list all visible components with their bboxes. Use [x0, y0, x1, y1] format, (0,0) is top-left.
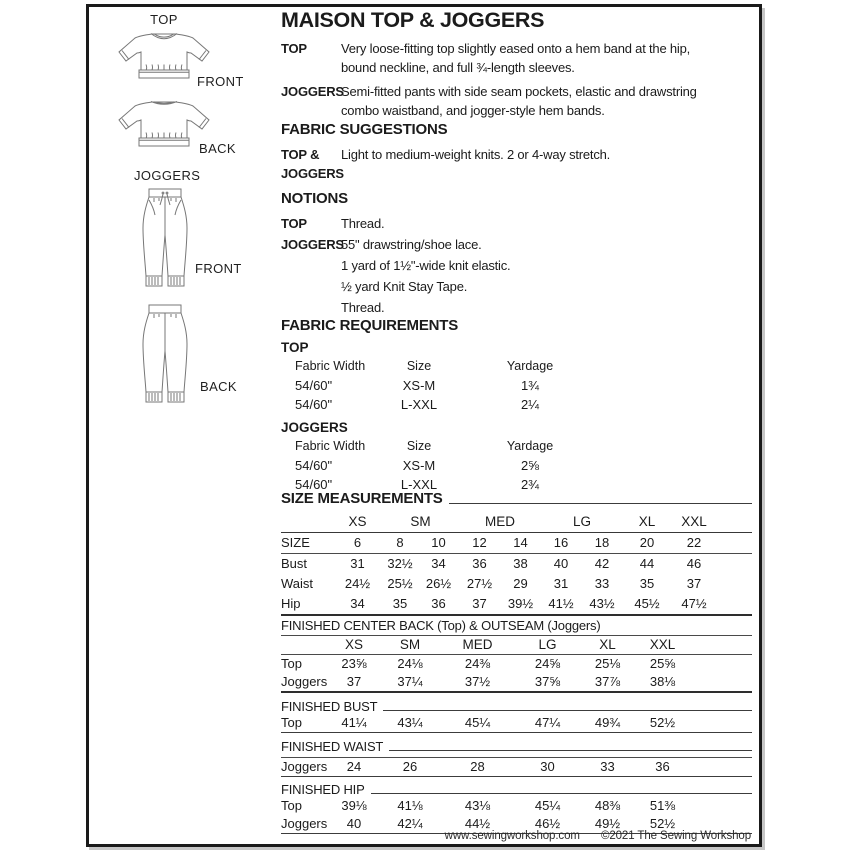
garment-descriptions — [281, 39, 752, 120]
size-group-header: XS — [348, 514, 367, 529]
description-row — [281, 39, 752, 77]
measurement-value: 42¼ — [397, 816, 423, 831]
measurement-value: 37 — [472, 596, 487, 611]
fabric-suggestions-section — [281, 121, 752, 183]
fabric-requirements-column-header: Yardage — [506, 359, 554, 373]
row-label: Top — [281, 656, 302, 671]
measurement-value: 35 — [392, 596, 408, 611]
measurement-value: 39⅛ — [341, 798, 367, 813]
row-label: Bust — [281, 556, 308, 571]
finished-hip-heading: FINISHED HIP — [281, 782, 365, 797]
measurement-value: 36 — [431, 596, 446, 611]
measurement-value: 52½ — [649, 715, 676, 730]
measurement-value: 24⅜ — [464, 656, 491, 671]
size-measurements-row — [281, 594, 752, 616]
finished-measurement-row — [281, 655, 752, 673]
measurement-value: 24⅛ — [397, 656, 423, 671]
heading-rule — [371, 793, 752, 794]
measurement-value: 47½ — [681, 596, 707, 611]
notions-line: Thread. — [341, 300, 385, 315]
finished-waist-heading: FINISHED WAIST — [281, 739, 384, 754]
finished-hip-section — [281, 782, 752, 834]
measurement-value: 31 — [350, 556, 365, 571]
finished-size-header: XS — [344, 637, 363, 652]
measurement-value: 44½ — [464, 816, 491, 831]
notions-heading: NOTIONS — [281, 190, 348, 207]
measurement-value: 38⅛ — [649, 674, 676, 689]
footer-website: www.sewingworkshop.com — [444, 830, 580, 842]
footer-copyright: ©2021 The Sewing Workshop — [600, 830, 751, 842]
measurement-value: 37 — [686, 576, 702, 591]
measurement-value: 44 — [639, 556, 655, 571]
measurement-value: 32½ — [387, 556, 413, 571]
heading-rule — [383, 710, 752, 711]
size-measurements-row — [281, 533, 752, 554]
fabric-requirements-subheading: TOP — [281, 340, 309, 355]
finished-bust-heading: FINISHED BUST — [281, 699, 378, 714]
size-group-header: XXL — [681, 514, 707, 529]
description-line: combo waistband, and jogger-style hem bands. — [341, 103, 605, 118]
notions-section — [281, 190, 752, 318]
measurement-value: 26½ — [425, 576, 452, 591]
description-line: Semi-fitted pants with side seam pockets, elastic and drawstring — [341, 84, 697, 99]
notions-line: 1 yard of 1½"-wide knit elastic. — [341, 258, 511, 273]
notions-line: ½ yard Knit Stay Tape. — [341, 279, 468, 294]
measurement-value: 25½ — [387, 576, 413, 591]
measurement-value: 48⅜ — [594, 798, 621, 813]
size-group-header: MED — [485, 514, 515, 529]
fabric-requirements-row — [295, 376, 752, 395]
measurement-value: 24½ — [344, 576, 371, 591]
size-group-header: LG — [572, 514, 591, 529]
measurement-value: 37½ — [464, 674, 491, 689]
fabric-requirements-row — [295, 395, 752, 414]
measurement-value: 14 — [513, 535, 528, 550]
measurement-value: 33 — [594, 576, 610, 591]
measurement-value: 39½ — [507, 596, 534, 611]
measurement-value: 34 — [431, 556, 446, 571]
fabric-suggestions-text: Light to medium-weight knits. 2 or 4-way stretch. — [341, 147, 611, 162]
measurement-value: 41½ — [548, 596, 574, 611]
measurement-value: 37⅝ — [534, 674, 561, 689]
fabric-requirements-cell: 54/60" — [295, 477, 333, 492]
fabric-requirements-subheading: JOGGERS — [281, 420, 348, 435]
fabric-requirements-cell: 54/60" — [295, 378, 333, 393]
top-illustration-heading: TOP — [150, 12, 178, 27]
row-label: Joggers — [281, 816, 328, 831]
joggers-back-illustration — [134, 302, 196, 414]
finished-center-back-heading: FINISHED CENTER BACK (Top) & OUTSEAM (Joggers) — [281, 619, 752, 636]
notions-line: Thread. — [341, 216, 385, 231]
description-label: JOGGERS — [281, 84, 344, 99]
illustration-column — [89, 7, 279, 844]
size-group-header: SM — [410, 514, 431, 529]
measurement-value: 27½ — [466, 576, 493, 591]
measurement-value: 10 — [431, 535, 446, 550]
size-measurements-row — [281, 554, 752, 574]
finished-measurement-row — [281, 714, 752, 732]
fabric-requirements-column-header: Fabric Width — [295, 359, 366, 373]
fabric-requirements-column-header: Size — [406, 359, 432, 373]
row-label: Top — [281, 798, 302, 813]
heading-rule — [449, 503, 752, 504]
finished-measurement-row — [281, 758, 752, 776]
description-line: bound neckline, and full ¾-length sleeves. — [341, 60, 575, 75]
measurement-value: 47¼ — [534, 715, 561, 730]
description-label: TOP — [281, 41, 307, 56]
measurement-value: 38 — [513, 556, 528, 571]
measurement-value: 41¼ — [341, 715, 367, 730]
measurement-value: 46 — [686, 556, 702, 571]
measurement-value: 37 — [346, 674, 362, 689]
content-column — [281, 8, 752, 848]
fabric-requirements-row — [295, 456, 752, 475]
measurement-value: 42 — [594, 556, 610, 571]
finished-waist-section — [281, 739, 752, 777]
notions-row — [281, 234, 752, 318]
measurement-value: 16 — [553, 535, 569, 550]
fabric-requirements-heading: FABRIC REQUIREMENTS — [281, 317, 459, 334]
measurement-value: 22 — [686, 535, 702, 550]
measurement-value: 28 — [470, 759, 485, 774]
fabric-requirements-column-header: Fabric Width — [295, 439, 366, 453]
measurement-value: 45¼ — [464, 715, 491, 730]
row-label: Joggers — [281, 759, 328, 774]
measurement-value: 49¾ — [594, 715, 621, 730]
finished-size-header: LG — [538, 637, 557, 652]
measurement-value: 24 — [346, 759, 362, 774]
fabric-requirements-cell: 2⅝ — [520, 458, 540, 473]
measurement-value: 23⅝ — [341, 656, 367, 671]
fabric-requirements-table — [281, 340, 752, 414]
joggers-front-caption: FRONT — [195, 261, 242, 276]
fabric-requirements-column-header: Yardage — [506, 439, 554, 453]
row-label: Waist — [281, 576, 314, 591]
size-measurements-section — [281, 490, 752, 616]
notions-row — [281, 213, 752, 234]
measurement-value: 30 — [540, 759, 555, 774]
row-label: Joggers — [281, 674, 328, 689]
measurement-value: 49½ — [594, 816, 621, 831]
fabric-suggestions-label-2: JOGGERS — [281, 166, 344, 181]
measurement-value: 40 — [553, 556, 569, 571]
top-front-caption: FRONT — [197, 74, 244, 89]
heading-rule — [389, 750, 752, 751]
measurement-value: 51⅜ — [649, 798, 676, 813]
measurement-value: 36 — [655, 759, 670, 774]
measurement-value: 36 — [472, 556, 487, 571]
joggers-back-caption: BACK — [200, 379, 238, 394]
finished-size-header-row — [281, 636, 752, 655]
notions-label: TOP — [281, 216, 307, 231]
fabric-requirements-cell: L-XXL — [400, 397, 438, 412]
page-title: MAISON TOP & JOGGERS — [281, 8, 545, 32]
fabric-requirements-cell: 2¼ — [520, 397, 540, 412]
finished-size-header: MED — [462, 637, 493, 652]
row-label: Hip — [281, 596, 301, 611]
measurement-value: 29 — [513, 576, 528, 591]
measurement-value: 45½ — [634, 596, 660, 611]
measurement-value: 43¼ — [397, 715, 423, 730]
size-measurements-heading: SIZE MEASUREMENTS — [281, 490, 443, 507]
measurement-value: 40 — [346, 816, 362, 831]
page-footer — [445, 830, 751, 842]
description-line: Very loose-fitting top slightly eased onto a hem band at the hip, — [341, 41, 691, 56]
measurement-value: 20 — [639, 535, 655, 550]
notions-label: JOGGERS — [281, 237, 344, 252]
measurement-value: 12 — [472, 535, 487, 550]
fabric-requirements-section — [281, 317, 752, 494]
description-row — [281, 82, 752, 120]
measurement-value: 6 — [353, 535, 362, 550]
finished-center-back-section — [281, 619, 752, 693]
fabric-requirements-table — [281, 420, 752, 494]
row-label: SIZE — [281, 535, 310, 550]
measurement-value: 33 — [600, 759, 615, 774]
fabric-requirements-column-header: Size — [406, 439, 432, 453]
measurement-value: 18 — [594, 535, 610, 550]
measurement-value: 43½ — [589, 596, 615, 611]
fabric-requirements-cell: 2¾ — [520, 477, 540, 492]
measurement-value: 37¼ — [397, 674, 423, 689]
row-label: Top — [281, 715, 302, 730]
size-measurements-row — [281, 574, 752, 594]
measurement-value: 24⅝ — [534, 656, 561, 671]
finished-size-header: XL — [599, 637, 616, 652]
measurement-value: 45¼ — [534, 798, 561, 813]
measurement-value: 43⅛ — [464, 798, 491, 813]
fabric-requirements-cell: 54/60" — [295, 397, 333, 412]
fabric-requirements-cell: L-XXL — [400, 477, 438, 492]
finished-measurement-row — [281, 797, 752, 815]
measurement-value: 25⅝ — [649, 656, 676, 671]
joggers-front-illustration — [134, 186, 196, 298]
measurement-value: 41⅛ — [397, 798, 423, 813]
size-group-header-row — [281, 511, 752, 533]
finished-size-header: XXL — [649, 637, 676, 652]
measurement-value: 31 — [553, 576, 569, 591]
fabric-requirements-cell: XS-M — [402, 458, 436, 473]
measurement-value: 37⅞ — [594, 674, 621, 689]
top-back-caption: BACK — [199, 141, 237, 156]
measurement-value: 34 — [350, 596, 365, 611]
fabric-requirements-cell: XS-M — [402, 378, 436, 393]
fabric-suggestions-heading: FABRIC SUGGESTIONS — [281, 121, 448, 138]
measurement-value: 35 — [639, 576, 655, 591]
measurement-value: 46½ — [534, 816, 561, 831]
measurement-value: 8 — [396, 535, 404, 550]
measurement-value: 26 — [402, 759, 418, 774]
size-group-header: XL — [638, 514, 656, 529]
finished-size-header: SM — [399, 637, 421, 652]
joggers-illustration-heading: JOGGERS — [134, 168, 201, 183]
measurement-value: 52½ — [649, 816, 676, 831]
fabric-suggestions-label-1: TOP & — [281, 147, 320, 162]
pattern-back-page — [86, 4, 762, 847]
fabric-requirements-cell: 54/60" — [295, 458, 333, 473]
finished-bust-section — [281, 699, 752, 733]
finished-measurement-row — [281, 673, 752, 693]
fabric-requirements-cell: 1¾ — [520, 378, 540, 393]
notions-line: 55" drawstring/shoe lace. — [341, 237, 482, 252]
measurement-value: 25⅛ — [594, 656, 621, 671]
